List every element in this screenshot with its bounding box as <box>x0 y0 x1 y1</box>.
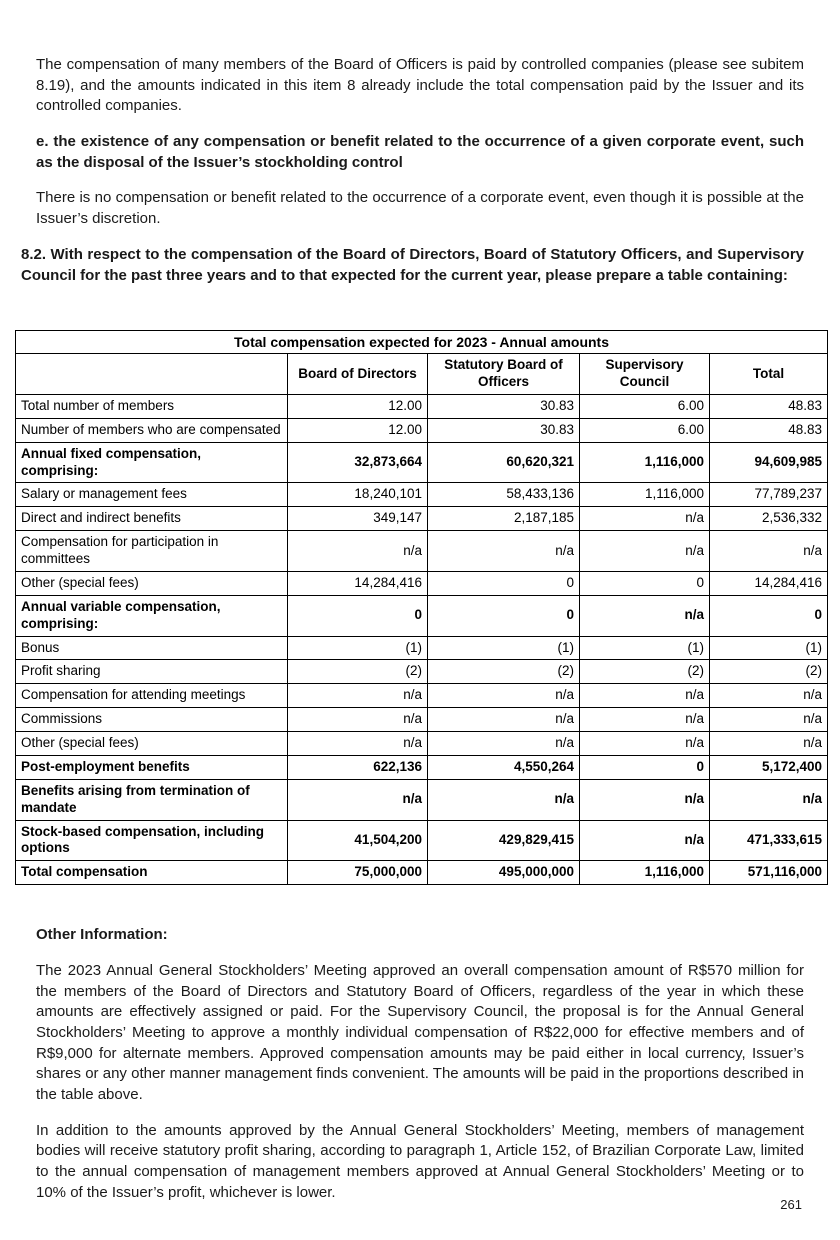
row-value: n/a <box>710 708 828 732</box>
table-head <box>16 331 828 395</box>
row-label: Direct and indirect benefits <box>16 507 288 531</box>
row-label: Profit sharing <box>16 660 288 684</box>
table-row <box>16 442 828 483</box>
row-value: 0 <box>428 571 580 595</box>
row-value: 6.00 <box>580 394 710 418</box>
row-value: 32,873,664 <box>288 442 428 483</box>
row-value: (2) <box>288 660 428 684</box>
row-value: n/a <box>710 531 828 572</box>
row-value: (1) <box>288 636 428 660</box>
column-header-blank <box>16 354 288 395</box>
row-label: Stock-based compensation, including options <box>16 820 288 861</box>
row-value: 30.83 <box>428 418 580 442</box>
row-label: Compensation for participation in committees <box>16 531 288 572</box>
table-row <box>16 595 828 636</box>
row-label: Total compensation <box>16 861 288 885</box>
heading-section-8-2: 8.2. With respect to the compensation of the Board of Directors, Board of Statutory Officers, and Supervisory Council for the past three years and to that expected for the current year, please prepare a table containing: <box>21 245 804 284</box>
compensation-table-wrapper <box>15 330 827 885</box>
table-title: Total compensation expected for 2023 - Annual amounts <box>16 331 828 354</box>
row-value: 30.83 <box>428 394 580 418</box>
table-row <box>16 708 828 732</box>
column-header: Statutory Board of Officers <box>428 354 580 395</box>
table-row <box>16 418 828 442</box>
row-value: (2) <box>428 660 580 684</box>
table-row <box>16 571 828 595</box>
compensation-table <box>15 330 828 885</box>
other-information-section <box>36 925 804 1203</box>
row-value: (2) <box>580 660 710 684</box>
row-value: 1,116,000 <box>580 442 710 483</box>
row-value: 18,240,101 <box>288 483 428 507</box>
row-value: n/a <box>580 732 710 756</box>
row-value: n/a <box>580 531 710 572</box>
row-value: 622,136 <box>288 755 428 779</box>
row-value: n/a <box>580 779 710 820</box>
table-row <box>16 861 828 885</box>
row-label: Salary or management fees <box>16 483 288 507</box>
row-value: 12.00 <box>288 394 428 418</box>
row-value: n/a <box>428 732 580 756</box>
row-value: 77,789,237 <box>710 483 828 507</box>
row-label: Compensation for attending meetings <box>16 684 288 708</box>
table-row <box>16 732 828 756</box>
paragraph-no-benefit: There is no compensation or benefit related to the occurrence of a corporate event, even though it is possible at the Issuer’s discretion. <box>36 189 804 228</box>
table-row <box>16 820 828 861</box>
column-header: Supervisory Council <box>580 354 710 395</box>
row-value: n/a <box>710 732 828 756</box>
row-value: 4,550,264 <box>428 755 580 779</box>
row-value: n/a <box>428 708 580 732</box>
row-value: (1) <box>580 636 710 660</box>
row-value: 495,000,000 <box>428 861 580 885</box>
row-label: Benefits arising from termination of mandate <box>16 779 288 820</box>
row-label: Total number of members <box>16 394 288 418</box>
row-value: n/a <box>580 708 710 732</box>
row-value: n/a <box>288 684 428 708</box>
paragraph-other-info-2: In addition to the amounts approved by the Annual General Stockholders’ Meeting, members of management bodies will receive statutory profit sharing, according to paragraph 1, Article 152, of Brazilian Corporate Law, limited to the annual compensation of management members approved at Annual General Stockholders’ Meeting or to 10% of the Issuer’s profit, whichever is lower. <box>36 1121 804 1201</box>
row-label: Post-employment benefits <box>16 755 288 779</box>
table-row <box>16 531 828 572</box>
row-value: n/a <box>710 779 828 820</box>
row-value: n/a <box>428 684 580 708</box>
page-number: 261 <box>780 1197 802 1212</box>
paragraph-other-info-1: The 2023 Annual General Stockholders’ Meeting approved an overall compensation amount of R$570 million for the members of the Board of Directors and Statutory Board of Officers, regardless of the year in which these amounts are effectively assigned or paid. For the Supervisory Council, the proposal is for the Annual General Stockholders’ Meeting to approve a monthly individual compensation of R$22,000 for effective members and of R$9,000 for alternate members. Approved compensation amounts may be paid either in local currency, Issuer’s shares or any other manner management finds convenient. The amounts will be paid in the proportions described in the table above. <box>36 961 804 1103</box>
row-value: n/a <box>580 595 710 636</box>
table-row <box>16 779 828 820</box>
row-value: 0 <box>580 755 710 779</box>
row-value: n/a <box>428 531 580 572</box>
row-value: 6.00 <box>580 418 710 442</box>
row-value: (1) <box>428 636 580 660</box>
table-row <box>16 755 828 779</box>
row-value: 75,000,000 <box>288 861 428 885</box>
row-value: n/a <box>580 684 710 708</box>
table-row <box>16 660 828 684</box>
heading-other-information: Other Information: <box>36 926 168 944</box>
paragraph-intro: The compensation of many members of the Board of Officers is paid by controlled companies (please see subitem 8.19), and the amounts indicated in this item 8 already include the total compensation paid by the Issuer and its controlled companies. <box>36 56 804 115</box>
row-value: 14,284,416 <box>710 571 828 595</box>
row-label: Annual fixed compensation, comprising: <box>16 442 288 483</box>
row-value: 471,333,615 <box>710 820 828 861</box>
row-label: Number of members who are compensated <box>16 418 288 442</box>
column-header: Total <box>710 354 828 395</box>
row-value: 58,433,136 <box>428 483 580 507</box>
table-row <box>16 684 828 708</box>
row-value: n/a <box>288 732 428 756</box>
heading-item-e: e. the existence of any compensation or benefit related to the occurrence of a given corporate event, such as the disposal of the Issuer’s stockholding control <box>36 133 804 171</box>
row-value: 0 <box>710 595 828 636</box>
row-value: n/a <box>710 684 828 708</box>
table-row <box>16 636 828 660</box>
row-value: 5,172,400 <box>710 755 828 779</box>
table-row <box>16 483 828 507</box>
row-label: Commissions <box>16 708 288 732</box>
row-value: 0 <box>288 595 428 636</box>
row-value: n/a <box>428 779 580 820</box>
row-value: n/a <box>288 531 428 572</box>
table-row <box>16 394 828 418</box>
row-value: (2) <box>710 660 828 684</box>
row-value: 571,116,000 <box>710 861 828 885</box>
row-label: Other (special fees) <box>16 732 288 756</box>
row-value: 0 <box>580 571 710 595</box>
table-row <box>16 507 828 531</box>
row-value: n/a <box>288 708 428 732</box>
row-value: 12.00 <box>288 418 428 442</box>
row-value: 41,504,200 <box>288 820 428 861</box>
row-value: 1,116,000 <box>580 483 710 507</box>
row-value: 429,829,415 <box>428 820 580 861</box>
row-value: 14,284,416 <box>288 571 428 595</box>
row-value: n/a <box>288 779 428 820</box>
row-value: n/a <box>580 507 710 531</box>
row-label: Other (special fees) <box>16 571 288 595</box>
row-value: 48.83 <box>710 418 828 442</box>
row-value: (1) <box>710 636 828 660</box>
row-value: 349,147 <box>288 507 428 531</box>
column-header: Board of Directors <box>288 354 428 395</box>
row-value: 2,187,185 <box>428 507 580 531</box>
row-value: 2,536,332 <box>710 507 828 531</box>
row-value: 94,609,985 <box>710 442 828 483</box>
row-value: 60,620,321 <box>428 442 580 483</box>
row-value: n/a <box>580 820 710 861</box>
row-label: Bonus <box>16 636 288 660</box>
row-label: Annual variable compensation, comprising: <box>16 595 288 636</box>
row-value: 48.83 <box>710 394 828 418</box>
row-value: 0 <box>428 595 580 636</box>
table-body <box>16 394 828 884</box>
row-value: 1,116,000 <box>580 861 710 885</box>
